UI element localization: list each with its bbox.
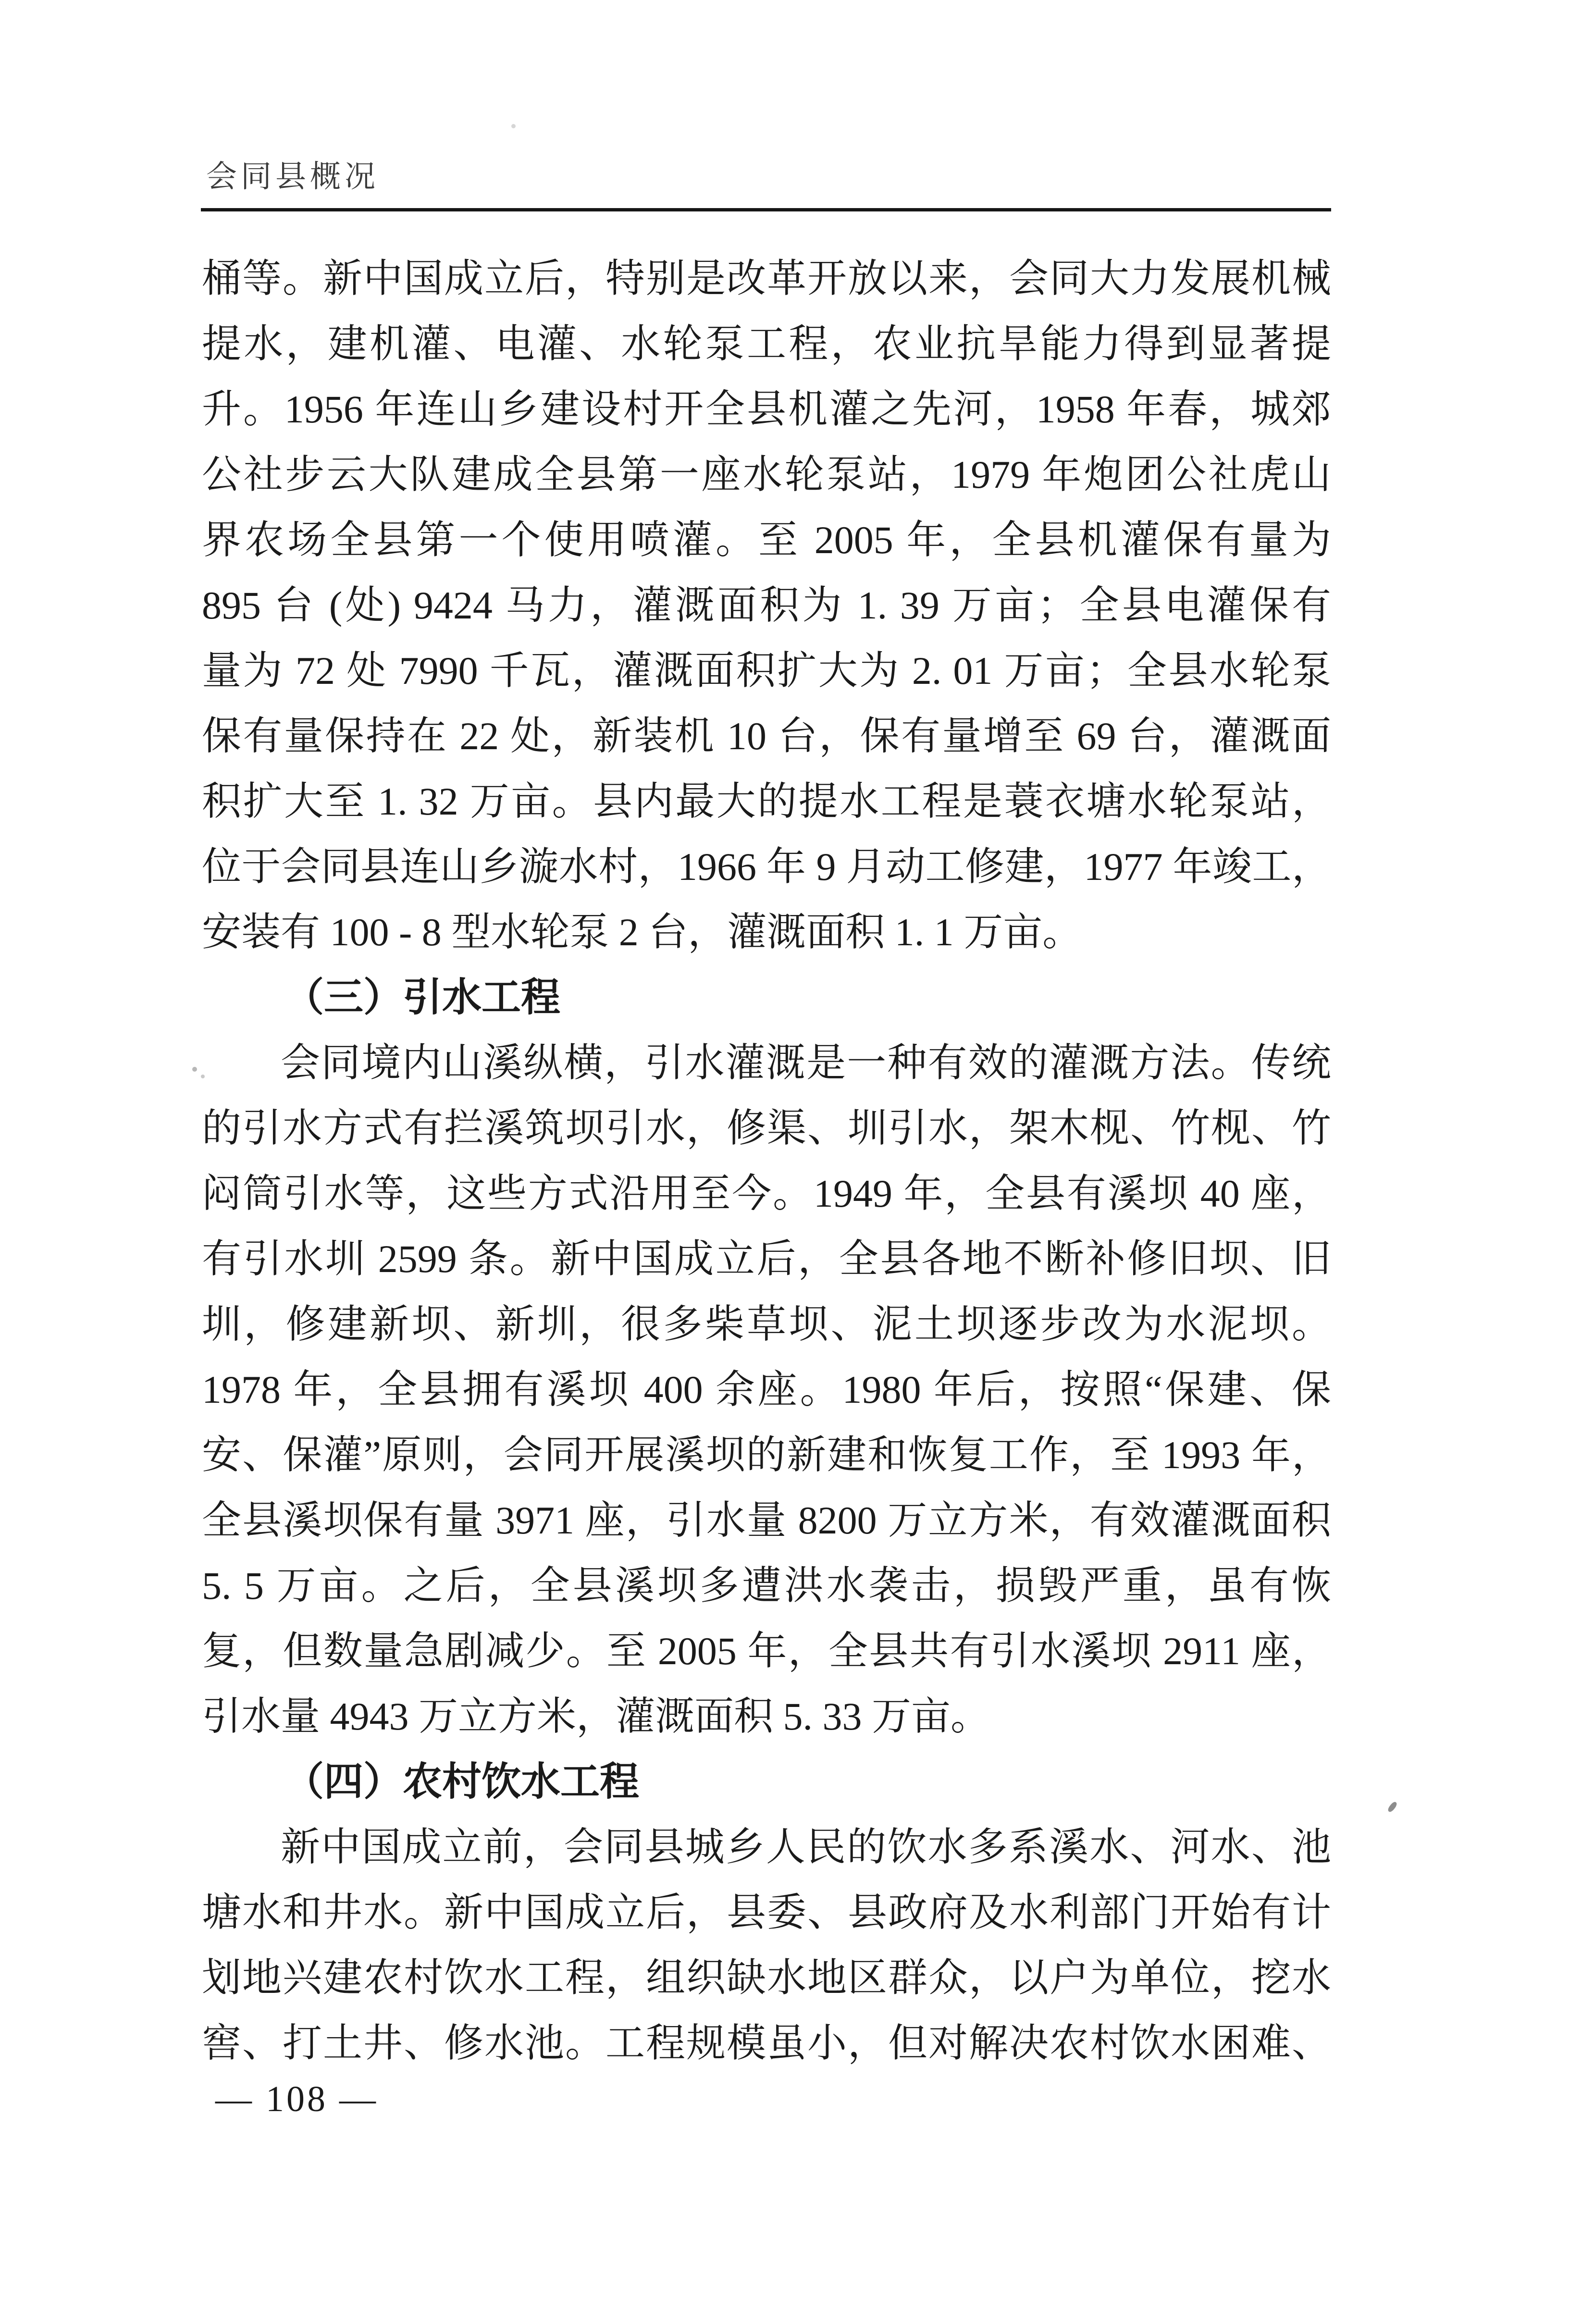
text-line: 升。1956 年连山乡建设村开全县机灌之先河，1958 年春，城郊: [202, 387, 1331, 431]
scan-speck: [201, 1075, 205, 1078]
text-line: 圳，修建新坝、新圳，很多柴草坝、泥土坝逐步改为水泥坝。: [202, 1302, 1331, 1346]
text-line: 5. 5 万亩。之后，全县溪坝多遭洪水袭击，损毁严重，虽有恢: [202, 1564, 1331, 1607]
text-line: 安装有 100 - 8 型水轮泵 2 台，灌溉面积 1. 1 万亩。: [202, 910, 1082, 954]
header-rule: [201, 208, 1331, 211]
scan-speck: [192, 1067, 197, 1072]
section-heading: （三）引水工程: [284, 976, 561, 1019]
text-line: 895 台 (处) 9424 马力，灌溉面积为 1. 39 万亩；全县电灌保有: [202, 583, 1331, 627]
text-line: 公社步云大队建成全县第一座水轮泵站，1979 年炮团公社虎山: [202, 453, 1331, 496]
text-line: 积扩大至 1. 32 万亩。县内最大的提水工程是蓑衣塘水轮泵站，: [202, 779, 1331, 823]
text-line: 引水量 4943 万立方米，灌溉面积 5. 33 万亩。: [202, 1694, 990, 1738]
running-header: 会同县概况: [206, 160, 379, 194]
body-text: [202, 246, 1331, 2076]
scan-speck: [1387, 1801, 1398, 1813]
text-line: 提水，建机灌、电灌、水轮泵工程，农业抗旱能力得到显著提: [202, 322, 1331, 366]
text-line: 窖、打土井、修水池。工程规模虽小，但对解决农村饮水困难、: [202, 2021, 1331, 2065]
text-line: 新中国成立前，会同县城乡人民的饮水多系溪水、河水、池: [281, 1825, 1331, 1869]
text-line: 有引水圳 2599 条。新中国成立后，全县各地不断补修旧坝、旧: [202, 1237, 1331, 1281]
text-line: 的引水方式有拦溪筑坝引水，修渠、圳引水，架木枧、竹枧、竹: [202, 1106, 1331, 1150]
scan-speck: [511, 124, 516, 128]
section-heading: （四）农村饮水工程: [284, 1760, 640, 1804]
text-line: 安、保灌”原则，会同开展溪坝的新建和恢复工作，至 1993 年，: [202, 1433, 1331, 1477]
text-line: 桶等。新中国成立后，特别是改革开放以来，会同大力发展机械: [202, 257, 1331, 300]
text-line: 全县溪坝保有量 3971 座，引水量 8200 万立方米，有效灌溉面积: [202, 1498, 1331, 1542]
text-line: 界农场全县第一个使用喷灌。至 2005 年，全县机灌保有量为: [202, 518, 1331, 562]
text-line: 位于会同县连山乡漩水村，1966 年 9 月动工修建，1977 年竣工，: [202, 845, 1331, 889]
page-number: — 108 —: [215, 2079, 378, 2119]
text-line: 塘水和井水。新中国成立后，县委、县政府及水利部门开始有计: [202, 1891, 1331, 1934]
text-line: 复，但数量急剧减少。至 2005 年，全县共有引水溪坝 2911 座，: [202, 1629, 1331, 1673]
text-line: 划地兴建农村饮水工程，组织缺水地区群众，以户为单位，挖水: [202, 1956, 1331, 2000]
text-line: 量为 72 处 7990 千瓦，灌溉面积扩大为 2. 01 万亩；全县水轮泵: [202, 649, 1331, 692]
text-line: 闷筒引水等，这些方式沿用至今。1949 年，全县有溪坝 40 座，: [202, 1172, 1331, 1215]
text-line: 保有量保持在 22 处，新装机 10 台，保有量增至 69 台，灌溉面: [202, 714, 1331, 758]
text-line: 1978 年，全县拥有溪坝 400 余座。1980 年后，按照“保建、保: [202, 1368, 1331, 1411]
text-line: 会同境内山溪纵横，引水灌溉是一种有效的灌溉方法。传统: [281, 1041, 1331, 1085]
